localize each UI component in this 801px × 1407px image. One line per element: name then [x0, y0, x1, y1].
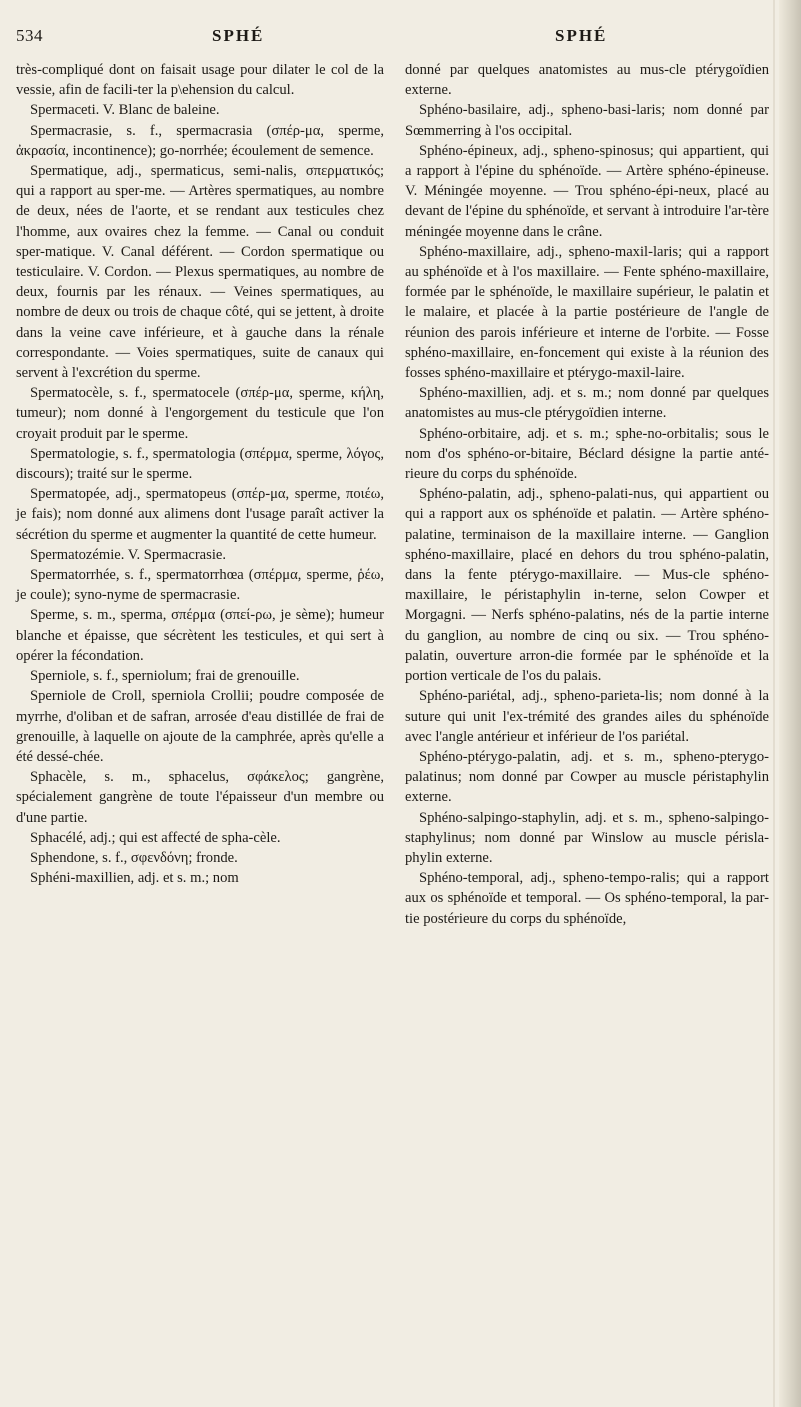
entry-spermaceti: Spermaceti. V. Blanc de baleine. — [30, 102, 220, 119]
entry-spermatozemie: Spermatozémie. V. Spermacrasie. — [30, 546, 227, 563]
entry-spermatologie: Spermatologie, s. f., spermatologia (σπέρμα, sperme, λόγος, discours); traité sur le sperme. — [16, 445, 384, 483]
entry-continuation: très-compliqué dont on faisait usage pour dilater le col de la vessie, afin de facili-ter la p\ehension du calcul. — [16, 62, 384, 99]
entry-sphacele: Sphacèle, s. m., sphacelus, σφάκελος; gangrène, spécialement gangrène de toute l'épaisseur d'un membre ou d'une partie. — [16, 769, 384, 826]
left-column — [16, 60, 384, 888]
entry-sperniole-de-croll: Sperniole de Croll, sperniola Crollii; poudre composée de myrrhe, d'oliban et de safran, arrosée d'eau distillée de frai de grenouille, à laquelle on ajoute de la camphrée, après qu'elle a été dessé-chée. — [16, 688, 384, 765]
entry-spheno-epineux: Sphéno-épineux, adj., spheno-spinosus; qui appartient, qui a rapport à l'épine du sphénoïde. — Artère sphéno-épineuse. V. Méningée moyenne. — Trou sphéno-épi-neux, placé au devant de l'épine du sphénoïde, et servant à introduire l'ar-tère méningée moyenne dans le crâne. — [405, 142, 769, 240]
entry-spheno-pterygo-palatin: Sphéno-ptérygo-palatin, adj. et s. m., spheno-pterygo-palatinus; nom donné par Cowper au muscle péristaphylin externe. — [405, 748, 769, 806]
entry-sperme: Sperme, s. m., sperma, σπέρμα (σπεί-ρω, je sème); humeur blanche et épaisse, que sécrètent les testicules, et qui sert à opérer la fécondation. — [16, 607, 384, 664]
entry-sphendone: Sphendone, s. f., σφενδόνη; fronde. — [30, 849, 238, 866]
entry-spheni-maxillien: Sphéni-maxillien, adj. et s. m.; nom — [30, 870, 239, 887]
left-running-head: SPHÉ — [212, 26, 265, 45]
page-edge-shadow — [773, 0, 775, 1407]
entry-spermatopee: Spermatopée, adj., spermatopeus (σπέρ-μα, sperme, ποιέω, je fais); nom donné aux alimens dont l'usage paraît activer la sécrétion du sperme et augmenter la quantité de cette humeur. — [16, 486, 384, 543]
entry-spheno-maxillaire: Sphéno-maxillaire, adj., spheno-maxil-laris; qui a rapport au sphénoïde et à l'os maxillaire. — Fente sphéno-maxillaire, formée par le sphénoïde, le maxillaire supérieur, le palatin et le malaire, et placée à la partie postérieure de l'angle de réunion des parois inférieure et interne de l'orbite. — Fosse sphéno-maxillaire, en-foncement qui existe à la réunion des fosses sphéno-maxillaire et ptérygo-maxil-laire. — [405, 243, 769, 382]
entry-spermacrasie: Spermacrasie, s. f., spermacrasia (σπέρ-μα, sperme, ἀκρασία, incontinence); go-norrhée; écoulement de semence. — [16, 122, 384, 159]
entry-spheno-salpingo-staphylin: Sphéno-salpingo-staphylin, adj. et s. m., spheno-salpingo-staphylinus; nom donné par Winslow au muscle périsla-phylin externe. — [405, 809, 769, 866]
right-column — [405, 60, 769, 929]
entry-spheno-basilaire: Sphéno-basilaire, adj., spheno-basi-laris; nom donné par Sœmmerring à l'os occipital. — [405, 102, 769, 139]
entry-sperniole: Sperniole, s. f., sperniolum; frai de grenouille. — [30, 668, 300, 685]
entry-spheno-palatin: Sphéno-palatin, adj., spheno-palati-nus, qui appartient ou qui a rapport aux os sphénoïde et palatin. — Artère sphéno-palatine, terminaison de la maxillaire interne. — Ganglion sphéno-maxillaire, placé en dehors du trou sphéno-palatin, dans la fente ptérygo-maxillaire. — Mus-cle sphéno-maxillaire, le péristaphylin in-terne, selon Cowper et Morgagni. — Nerfs sphéno-palatins, nés de la partie interne du ganglion, au nombre de cinq ou six. — Trou sphéno-palatin, ouverture arron-die formée par le sphénoïde et la portion verticale de l'os du palais. — [405, 486, 769, 685]
entry-sphacele-adj: Sphacélé, adj.; qui est affecté de spha-cèle. — [30, 829, 281, 846]
running-header — [0, 26, 801, 50]
entry-spheno-temporal: Sphéno-temporal, adj., spheno-tempo-ralis; qui a rapport aux os sphénoïde et temporal. — Os sphéno-temporal, la par-tie postérieure du corps du sphénoïde, — [405, 870, 769, 927]
entry-spheno-parietal: Sphéno-pariétal, adj., spheno-parieta-lis; nom donné à la suture qui unit l'ex-trémité des grandes ailes du sphénoïde avec l'angle antérieur et inférieur de l'os pariétal. — [405, 688, 769, 745]
entry-spheno-orbitaire: Sphéno-orbitaire, adj. et s. m.; sphe-no-orbitalis; sous le nom d'os sphéno-or-bitaire, Béclard désigne la partie anté-rieure du corps du sphénoïde. — [405, 425, 769, 483]
book-binding-edge — [779, 0, 801, 1407]
right-running-head: SPHÉ — [555, 26, 608, 45]
entry-spheno-maxillien: Sphéno-maxillien, adj. et s. m.; nom donné par quelques anatomistes au mus-cle ptérygoïdien interne. — [405, 385, 769, 422]
entry-spermatique: Spermatique, adj., spermaticus, semi-nalis, σπερματικός; qui a rapport au sper-me. — Artères spermatiques, au nombre de deux, nées de l'aorte, et se rendant aux testicules chez l'homme, aux ovaires chez la femme. — Canal ou conduit sper-matique. V. Canal déférent. — Cordon spermatique ou testiculaire. V. Cordon. — Plexus spermatiques, au nombre de deux, fournis par les rénaux. — Veines spermatiques, au nombre de deux ou trois de chaque côté, qui se jettent, à droite dans la veine cave inférieure, et à gauche dans la rénale correspondante. — Voies spermatiques, suite de canaux qui servent à l'excrétion du sperme. — [16, 163, 384, 382]
entry-spermatorrhee: Spermatorrhée, s. f., spermatorrhœa (σπέρμα, sperme, ῥέω, je coule); syno-nyme de spermacrasie. — [16, 567, 384, 604]
entry-spermatocele: Spermatocèle, s. f., spermatocele (σπέρ-μα, sperme, κήλη, tumeur); nom donné à l'engorgement du testicule que l'on croyait produit par le sperme. — [16, 385, 384, 442]
page-number: 534 — [16, 26, 43, 45]
entry-continuation: donné par quelques anatomistes au mus-cle ptérygoïdien externe. — [405, 62, 769, 99]
